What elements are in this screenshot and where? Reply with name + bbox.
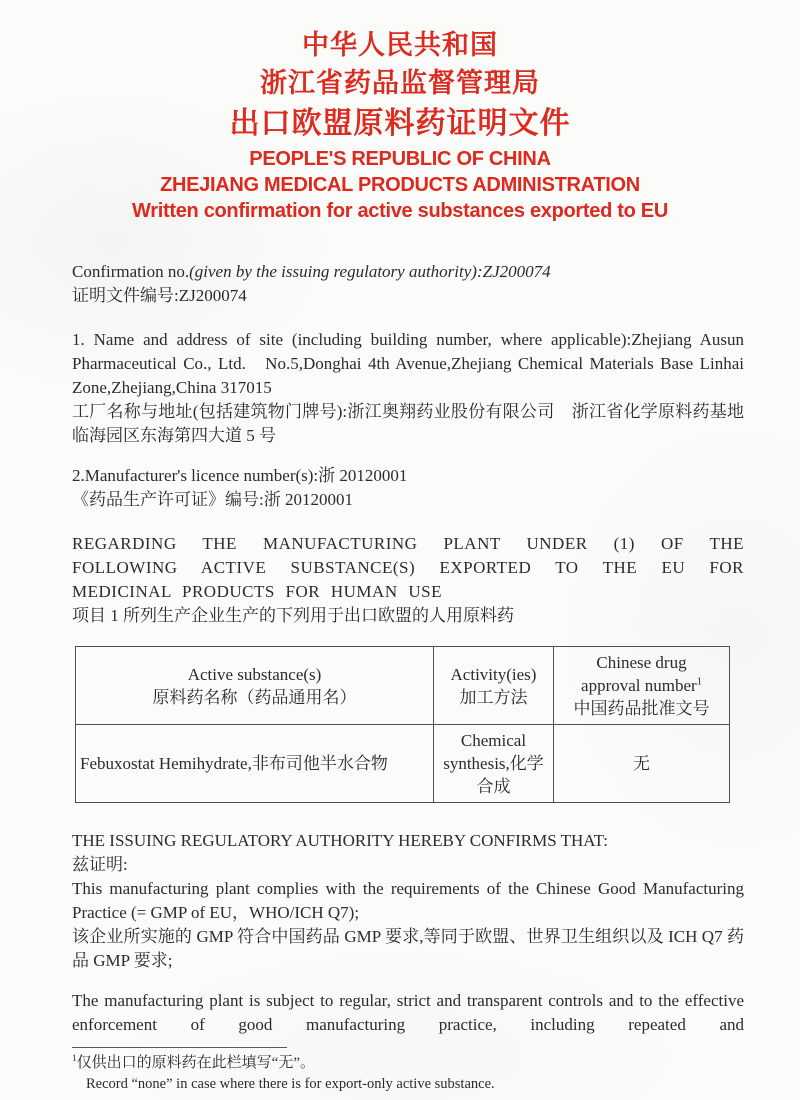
header-approval-line1: Chinese drug: [596, 653, 687, 672]
confirmation-number-value: (given by the issuing regulatory authority):ZJ200074: [189, 262, 551, 281]
header-en-authority: ZHEJIANG MEDICAL PRODUCTS ADMINISTRATION: [160, 174, 640, 196]
header-en-country: PEOPLE'S REPUBLIC OF CHINA: [249, 148, 551, 170]
header-en-doc-title: Written confirmation for active substances exported to EU: [132, 200, 668, 222]
footnote-cn-text: 仅供出口的原料药在此栏填写“无”。: [76, 1055, 315, 1071]
regarding-statement-cn: 项目 1 所列生产企业生产的下列用于出口欧盟的人用原料药: [72, 606, 514, 625]
confirmation-number-line-cn: 证明文件编号:ZJ200074: [72, 286, 247, 305]
cell-substance-name: Febuxostat Hemihydrate,非布司他半水合物: [76, 725, 434, 803]
footnote-number: 1: [72, 1054, 77, 1064]
site-name-address-block: [72, 328, 744, 448]
gmp-compliance-en: This manufacturing plant complies with the requirements of the Chinese Good Manufacturing Practice (= GMP of EU，WHO/ICH Q7);: [72, 879, 744, 922]
controls-paragraph: [72, 989, 744, 1037]
active-substance-table: [75, 646, 730, 803]
footnote-reference-mark: 1: [696, 676, 702, 688]
table-header-row: [76, 647, 730, 725]
document-letterhead: [0, 0, 800, 224]
regarding-statement-en: REGARDING THE MANUFACTURING PLANT UNDER (1) OF THE FOLLOWING ACTIVE SUBSTANCE(S) EXPORTED TO THE EU FOR MEDICINAL PRODUCTS FOR HUMAN USE: [72, 534, 744, 601]
confirmation-number-line-en: [72, 260, 744, 284]
manufacturer-licence-block: [72, 464, 744, 512]
footnote-block: [72, 1047, 744, 1095]
manufacturer-licence-cn: 《药品生产许可证》编号:浙 20120001: [72, 490, 353, 509]
header-approval-cn: 中国药品批准文号: [573, 699, 710, 718]
controls-paragraph-en: The manufacturing plant is subject to regular, strict and transparent controls and to the effective enforcement of good manufacturing practice, including repeated and: [72, 991, 744, 1034]
footnote-line-cn: [72, 1053, 744, 1074]
header-active-substance-cn: 原料药名称（药品通用名）: [152, 687, 357, 707]
header-approval-line2: [558, 674, 725, 697]
footnote-line-en: Record “none” in case where there is for export-only active substance.: [86, 1076, 495, 1092]
cell-activity: Chemical synthesis,化学合成: [434, 725, 554, 803]
header-cell-activity: [434, 647, 554, 725]
header-active-substance-en: Active substance(s): [187, 664, 322, 684]
header-cn-authority: 浙江省药品监督管理局: [260, 68, 540, 98]
confirms-heading-en: THE ISSUING REGULATORY AUTHORITY HEREBY CONFIRMS THAT:: [72, 831, 608, 850]
site-name-address-cn: 工厂名称与地址(包括建筑物门牌号):浙江奥翔药业股份有限公司 浙江省化学原料药基地临海园区东海第四大道 5 号: [72, 402, 744, 445]
confirmation-number-block: [72, 260, 744, 308]
confirmation-number-label: Confirmation no.: [72, 262, 190, 281]
header-activity-cn: 加工方法: [459, 687, 528, 707]
header-approval-line2-text: approval number: [581, 676, 697, 695]
header-cn-country: 中华人民共和国: [302, 30, 498, 60]
regarding-statement-block: [72, 532, 744, 628]
header-cn-doc-title: 出口欧盟原料药证明文件: [229, 107, 571, 140]
gmp-compliance-cn: 该企业所实施的 GMP 符合中国药品 GMP 要求,等同于欧盟、世界卫生组织以及 ICH Q7 药品 GMP 要求;: [72, 927, 744, 970]
cell-approval-number: 无: [554, 725, 730, 803]
site-name-address-en: 1. Name and address of site (including building number, where applicable):Zhejiang Ausun Pharmaceutical Co., Ltd. No.5,Donghai 4th Avenue,Zhejiang Chemical Materials Base Linhai Zone,Zhejiang,China 317015: [72, 330, 744, 397]
authority-confirmation-block: [72, 829, 744, 973]
header-cell-active-substance: [76, 647, 434, 725]
document-body: [0, 260, 800, 1095]
footnote-divider: [72, 1047, 287, 1048]
confirms-heading-cn: 兹证明:: [72, 855, 128, 874]
header-activity-en: Activity(ies): [450, 664, 537, 684]
table-data-row: [76, 725, 730, 803]
manufacturer-licence-en: 2.Manufacturer's licence number(s):浙 20120001: [72, 466, 408, 485]
header-cell-approval-number: [554, 647, 730, 725]
